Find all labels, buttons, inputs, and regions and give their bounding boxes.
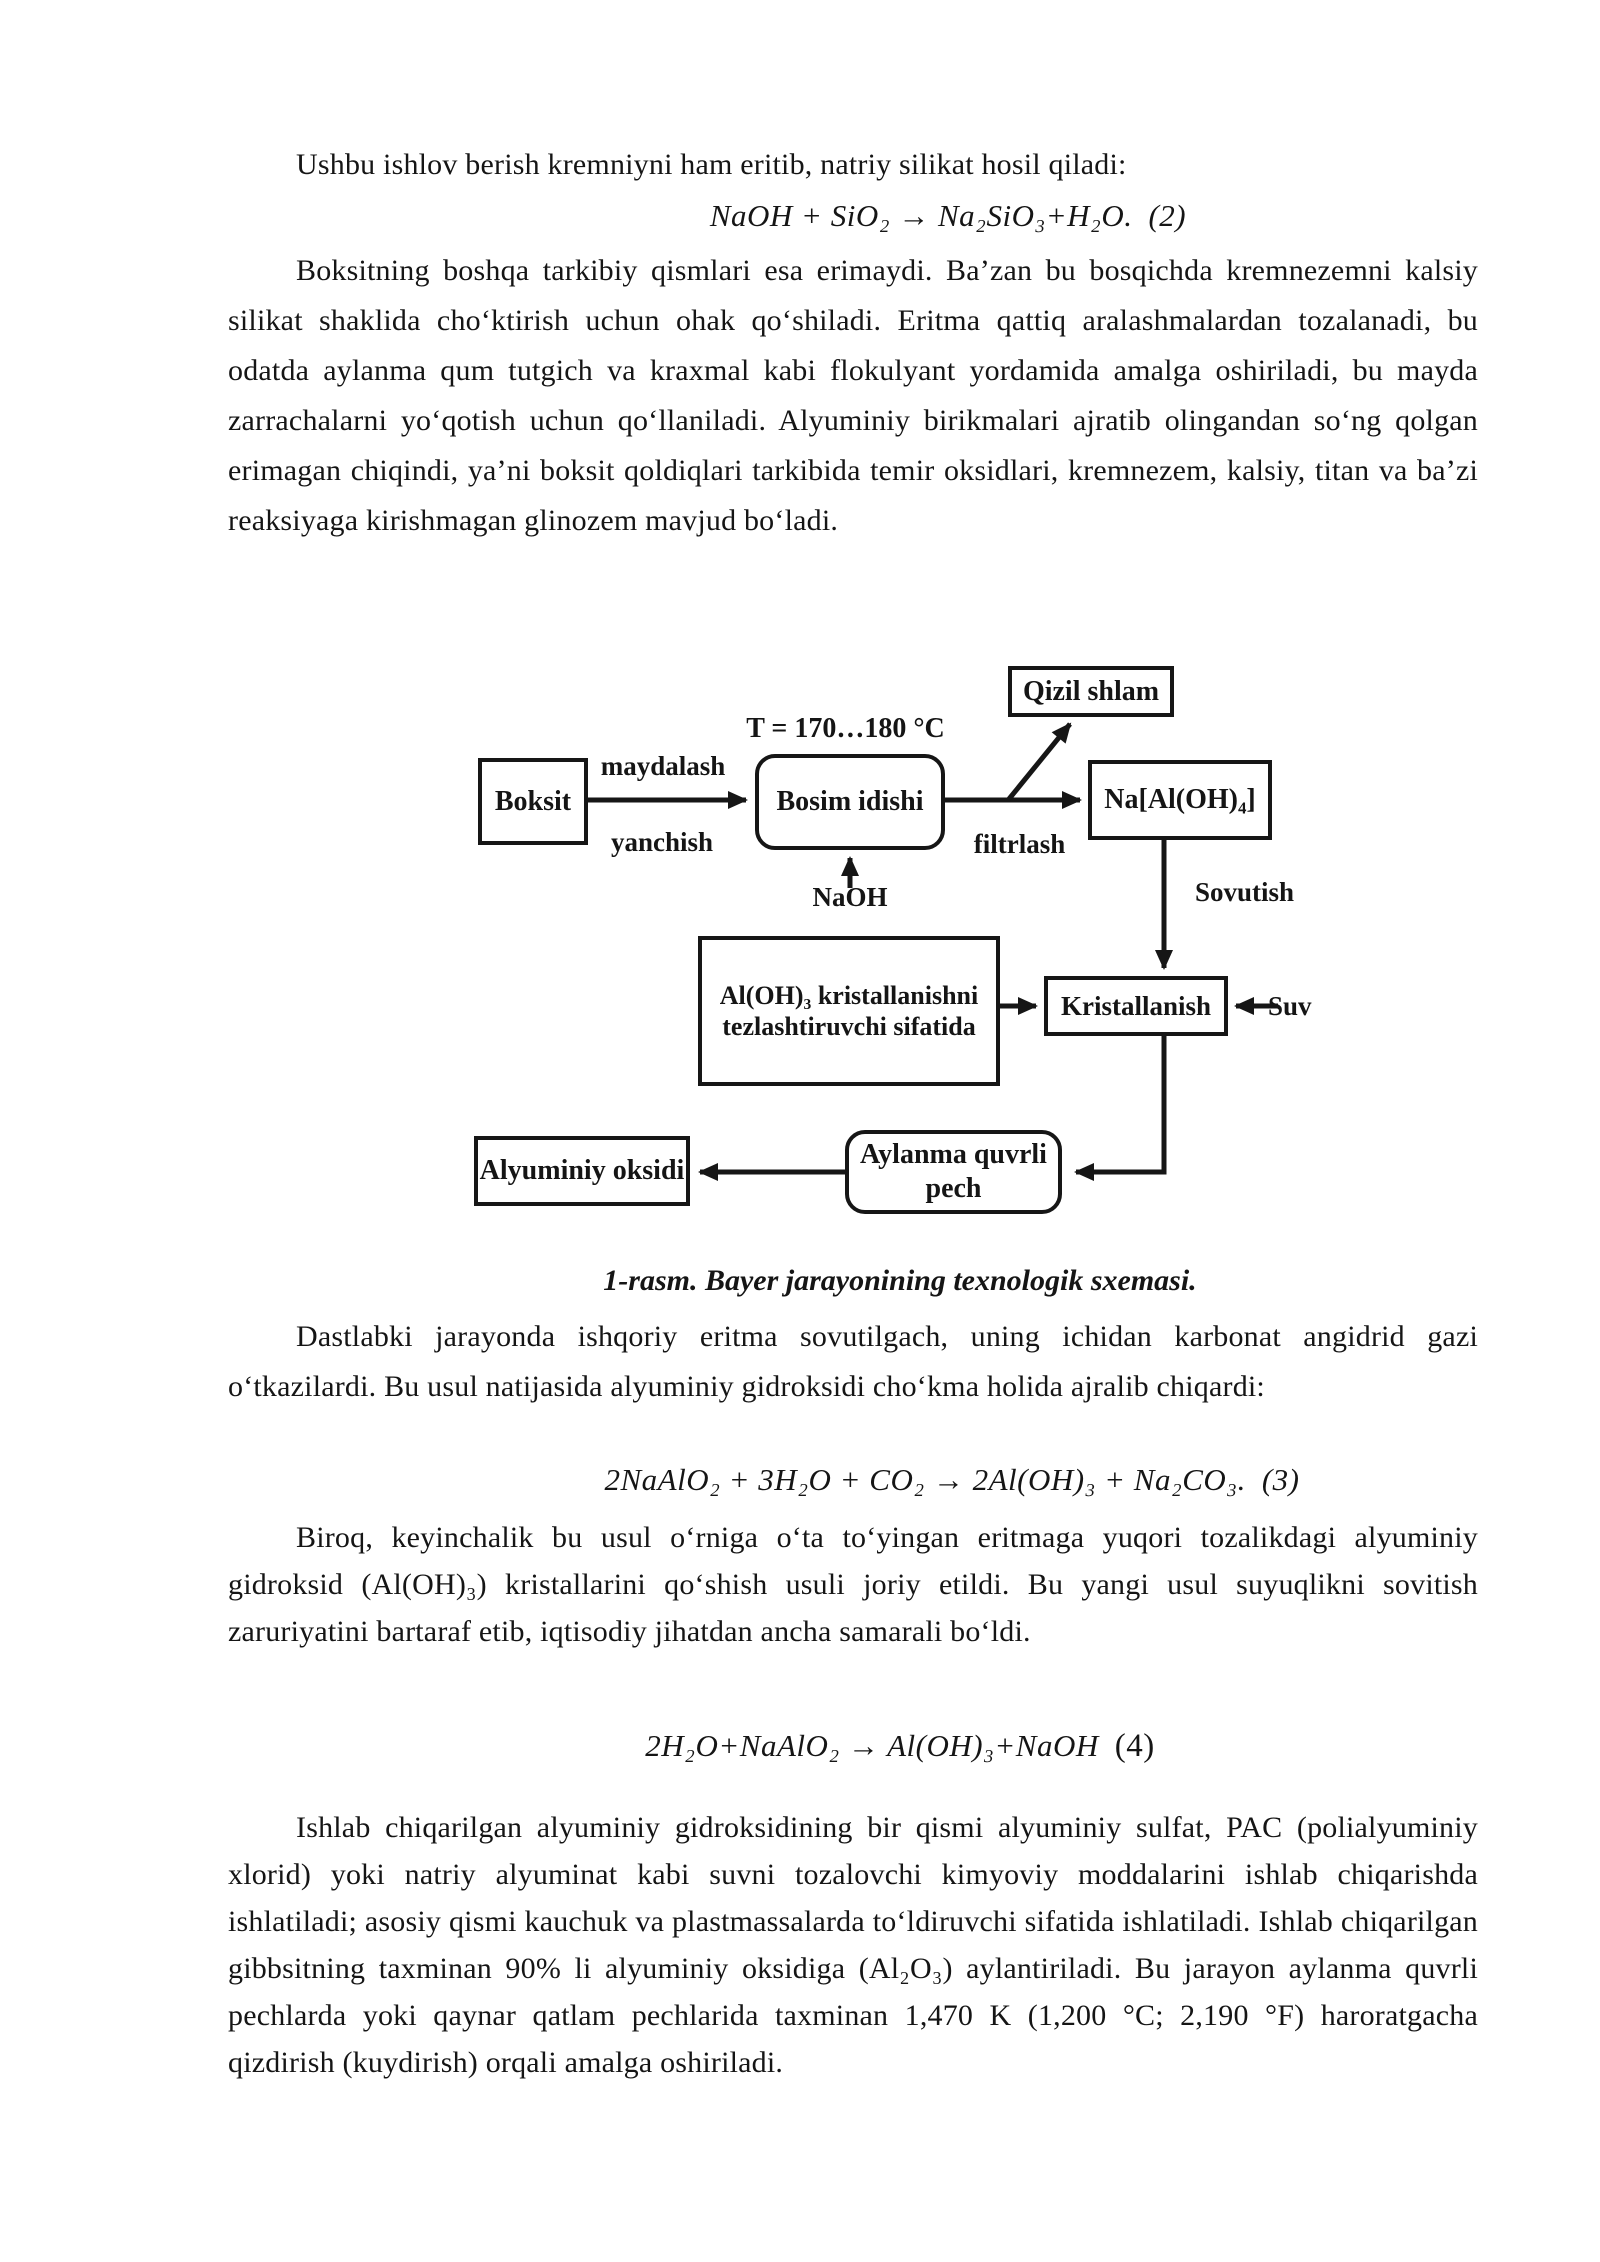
node-aylanma-pech: Aylanma quvrli pech (845, 1130, 1062, 1214)
node-kristallanish-agent: Al(OH)₃ kristallanishni tezlashtiruvchi sifatida (698, 936, 1000, 1086)
equation-4-body: 2H₂O+NaAlO₂ → Al(OH)₃+NaOH (645, 1728, 1099, 1763)
paragraph-seeding: Biroq, keyinchalik bu usul o‘rniga o‘ta to‘yingan eritmaga yuqori tozalikdagi alyuminiy gidroksid (Al(OH)₃) kristallarini qo‘shish usuli joriy etildi. Bu yangi usul suyuqlikni sovitish zaruriyatini bartaraf etib, iqtisodiy jihatdan ancha samarali bo‘ldi. (228, 1521, 1478, 1648)
equation-2-body: NaOH + SiO₂ → Na₂SiO₃+H₂O. (709, 198, 1133, 233)
equation-2-number: (2) (1148, 198, 1187, 233)
label-maydalash: maydalash (600, 751, 726, 781)
paragraph-carbonation: Dastlabki jarayonda ishqoriy eritma sovutilgach, uning ichidan karbonat angidrid gazi o‘tkazilardi. Bu usul natijasida alyuminiy gidroksidi cho‘kma holida ajralib chiqardi: (228, 1320, 1478, 1403)
paragraph-bauxite: Boksitning boshqa tarkibiy qismlari esa erimaydi. Ba’zan bu bosqichda kremnezemni kalsiy silikat shaklida cho‘ktirish uchun ohak qo‘shiladi. Eritma qattiq aralashmalardan tozalanadi, bu odatda aylanma qum tutgich va kraxmal kabi flokulyant yordamida amalga oshiriladi, bu mayda zarrachalarni yo‘qotish uchun qo‘llaniladi. Alyuminiy birikmalari ajratib olingandan so‘ng qolgan erimagan chiqindi, ya’ni boksit qoldiqlari tarkibida temir oksidlari, kremnezem, kalsiy, titan va ba’zi reaksiyaga kirishmagan glinozem mavjud bo‘ladi. (228, 254, 1478, 537)
arrow-to-qizil-shlam (1009, 724, 1070, 799)
equation-3-body: 2NaAlO₂ + 3H₂O + CO₂ → 2Al(OH)₃ + Na₂CO₃. (604, 1462, 1246, 1497)
figure-caption: 1-rasm. Bayer jarayonining texnologik sxemasi. (603, 1264, 1197, 1297)
equation-3-number: (3) (1261, 1462, 1300, 1497)
node-qizil-shlam: Qizil shlam (1008, 666, 1174, 717)
node-boksit: Boksit (478, 758, 588, 845)
label-filtrlash: filtrlash (973, 829, 1066, 859)
node-alyuminiy-oksidi: Alyuminiy oksidi (474, 1136, 690, 1206)
arrow-kristallanish-to-pech (1076, 1034, 1164, 1172)
node-bosim-idishi: Bosim idishi (755, 754, 945, 850)
equation-2 (448, 198, 1448, 234)
equation-4-number: (4) (1114, 1728, 1155, 1764)
paragraph-intro: Ushbu ishlov berish kremniyni ham eritib, natriy silikat hosil qiladi: (296, 148, 1127, 181)
bayer-process-flowchart (460, 650, 1340, 1225)
label-suv: Suv (1268, 991, 1312, 1021)
equation-4 (400, 1728, 1400, 1765)
label-temperature: T = 170…180 °C (746, 713, 945, 744)
label-sovutish: Sovutish (1194, 877, 1295, 907)
node-kristallanish: Kristallanish (1044, 976, 1228, 1036)
label-naoh: NaOH (812, 882, 888, 912)
label-yanchish: yanchish (610, 827, 714, 857)
node-natriy-alyuminat: Na[Al(OH)₄] (1088, 760, 1272, 840)
paragraph-uses: Ishlab chiqarilgan alyuminiy gidroksidining bir qismi alyuminiy sulfat, PAC (polialyuminiy xlorid) yoki natriy alyuminat kabi suvni tozalovchi kimyoviy moddalarini ishlab chiqarishda ishlatiladi; asosiy qismi kauchuk va plastmassalarda to‘ldiruvchi sifatida ishlatiladi. Ishlab chiqarilgan gibbsitning taxminan 90% li alyuminiy oksidiga (Al₂O₃) aylantiriladi. Bu jarayon aylanma quvrli pechlarda yoki qaynar qatlam pechlarida taxminan 1,470 K (1,200 °C; 2,190 °F) haroratgacha qizdirish (kuydirish) orqali amalga oshiriladi. (228, 1811, 1478, 2079)
equation-3 (452, 1462, 1452, 1498)
